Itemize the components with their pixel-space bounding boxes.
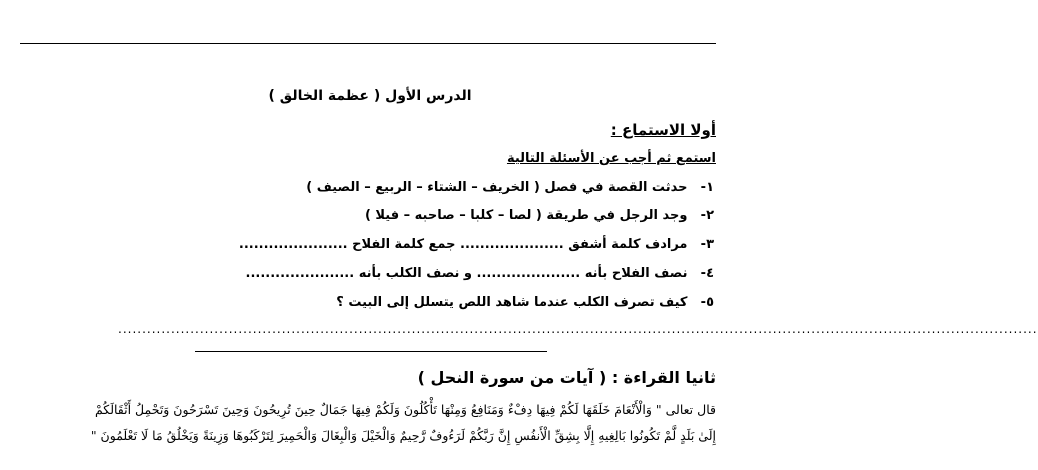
lesson-title: الدرس الأول ( عظمة الخالق )	[268, 88, 472, 104]
section-divider	[195, 351, 547, 352]
verse-line-1: قال تعالى " وَالْأَنْعَامَ خَلَقَهَا لَكُمْ فِيهَا دِفْءٌ وَمَنَافِعُ وَمِنْهَا تَأْكُلُونَ وَلَكُمْ فِيهَا جَمَالٌ حِينَ تُرِيحُونَ وَحِينَ تَسْرَحُونَ وَتَحْمِلُ أَثْقَالَكُمْ	[94, 402, 716, 417]
question-text: نصف الفلاح بأنه ..................... و نصف الكلب بأنه ......................	[245, 266, 688, 281]
reading-section-heading: ثانيا القراءة : ( آيات من سورة النحل )	[417, 368, 716, 387]
question-3	[239, 237, 714, 252]
listening-instruction: استمع ثم أجب عن الأسئلة التالية	[506, 151, 716, 166]
question-1	[306, 180, 714, 195]
verse-line-2: إِلَىٰ بَلَدٍ لَّمْ تَكُونُوا بَالِغِيهِ إِلَّا بِشِقِّ الْأَنفُسِ إِنَّ رَبَّكُمْ لَرَءُوفٌ رَّحِيمٌ وَالْخَيْلَ وَالْبِغَالَ وَالْحَمِيرَ لِتَرْكَبُوهَا وَزِينَةً وَيَخْلُقُ مَا لَا تَعْلَمُونَ "	[90, 428, 716, 443]
question-text: حدثت القصة في فصل ( الخريف – الشتاء – الربيع – الصيف )	[306, 180, 688, 195]
question-text: مرادف كلمة أشفق ..................... جمع كلمة الفلاح ......................	[238, 237, 688, 252]
listening-section-heading: أولا الاستماع :	[610, 121, 716, 139]
question-number: ٢-	[700, 208, 714, 223]
question-number: ٤-	[700, 266, 714, 281]
question-number: ٥-	[700, 295, 714, 310]
question-5	[336, 295, 714, 310]
question-number: ٣-	[700, 237, 714, 252]
question-number: ١-	[700, 180, 714, 195]
question-2	[365, 208, 714, 223]
answer-dotted-line: ...............................................................................................................................................................................................	[118, 322, 1038, 336]
question-text: وجد الرجل في طريقة ( لصا – كلبا – صاحبه – فيلا )	[364, 208, 688, 223]
question-4	[246, 266, 714, 281]
top-divider	[20, 43, 716, 44]
question-text: كيف تصرف الكلب عندما شاهد اللص يتسلل إلى البيت ؟	[336, 295, 688, 310]
